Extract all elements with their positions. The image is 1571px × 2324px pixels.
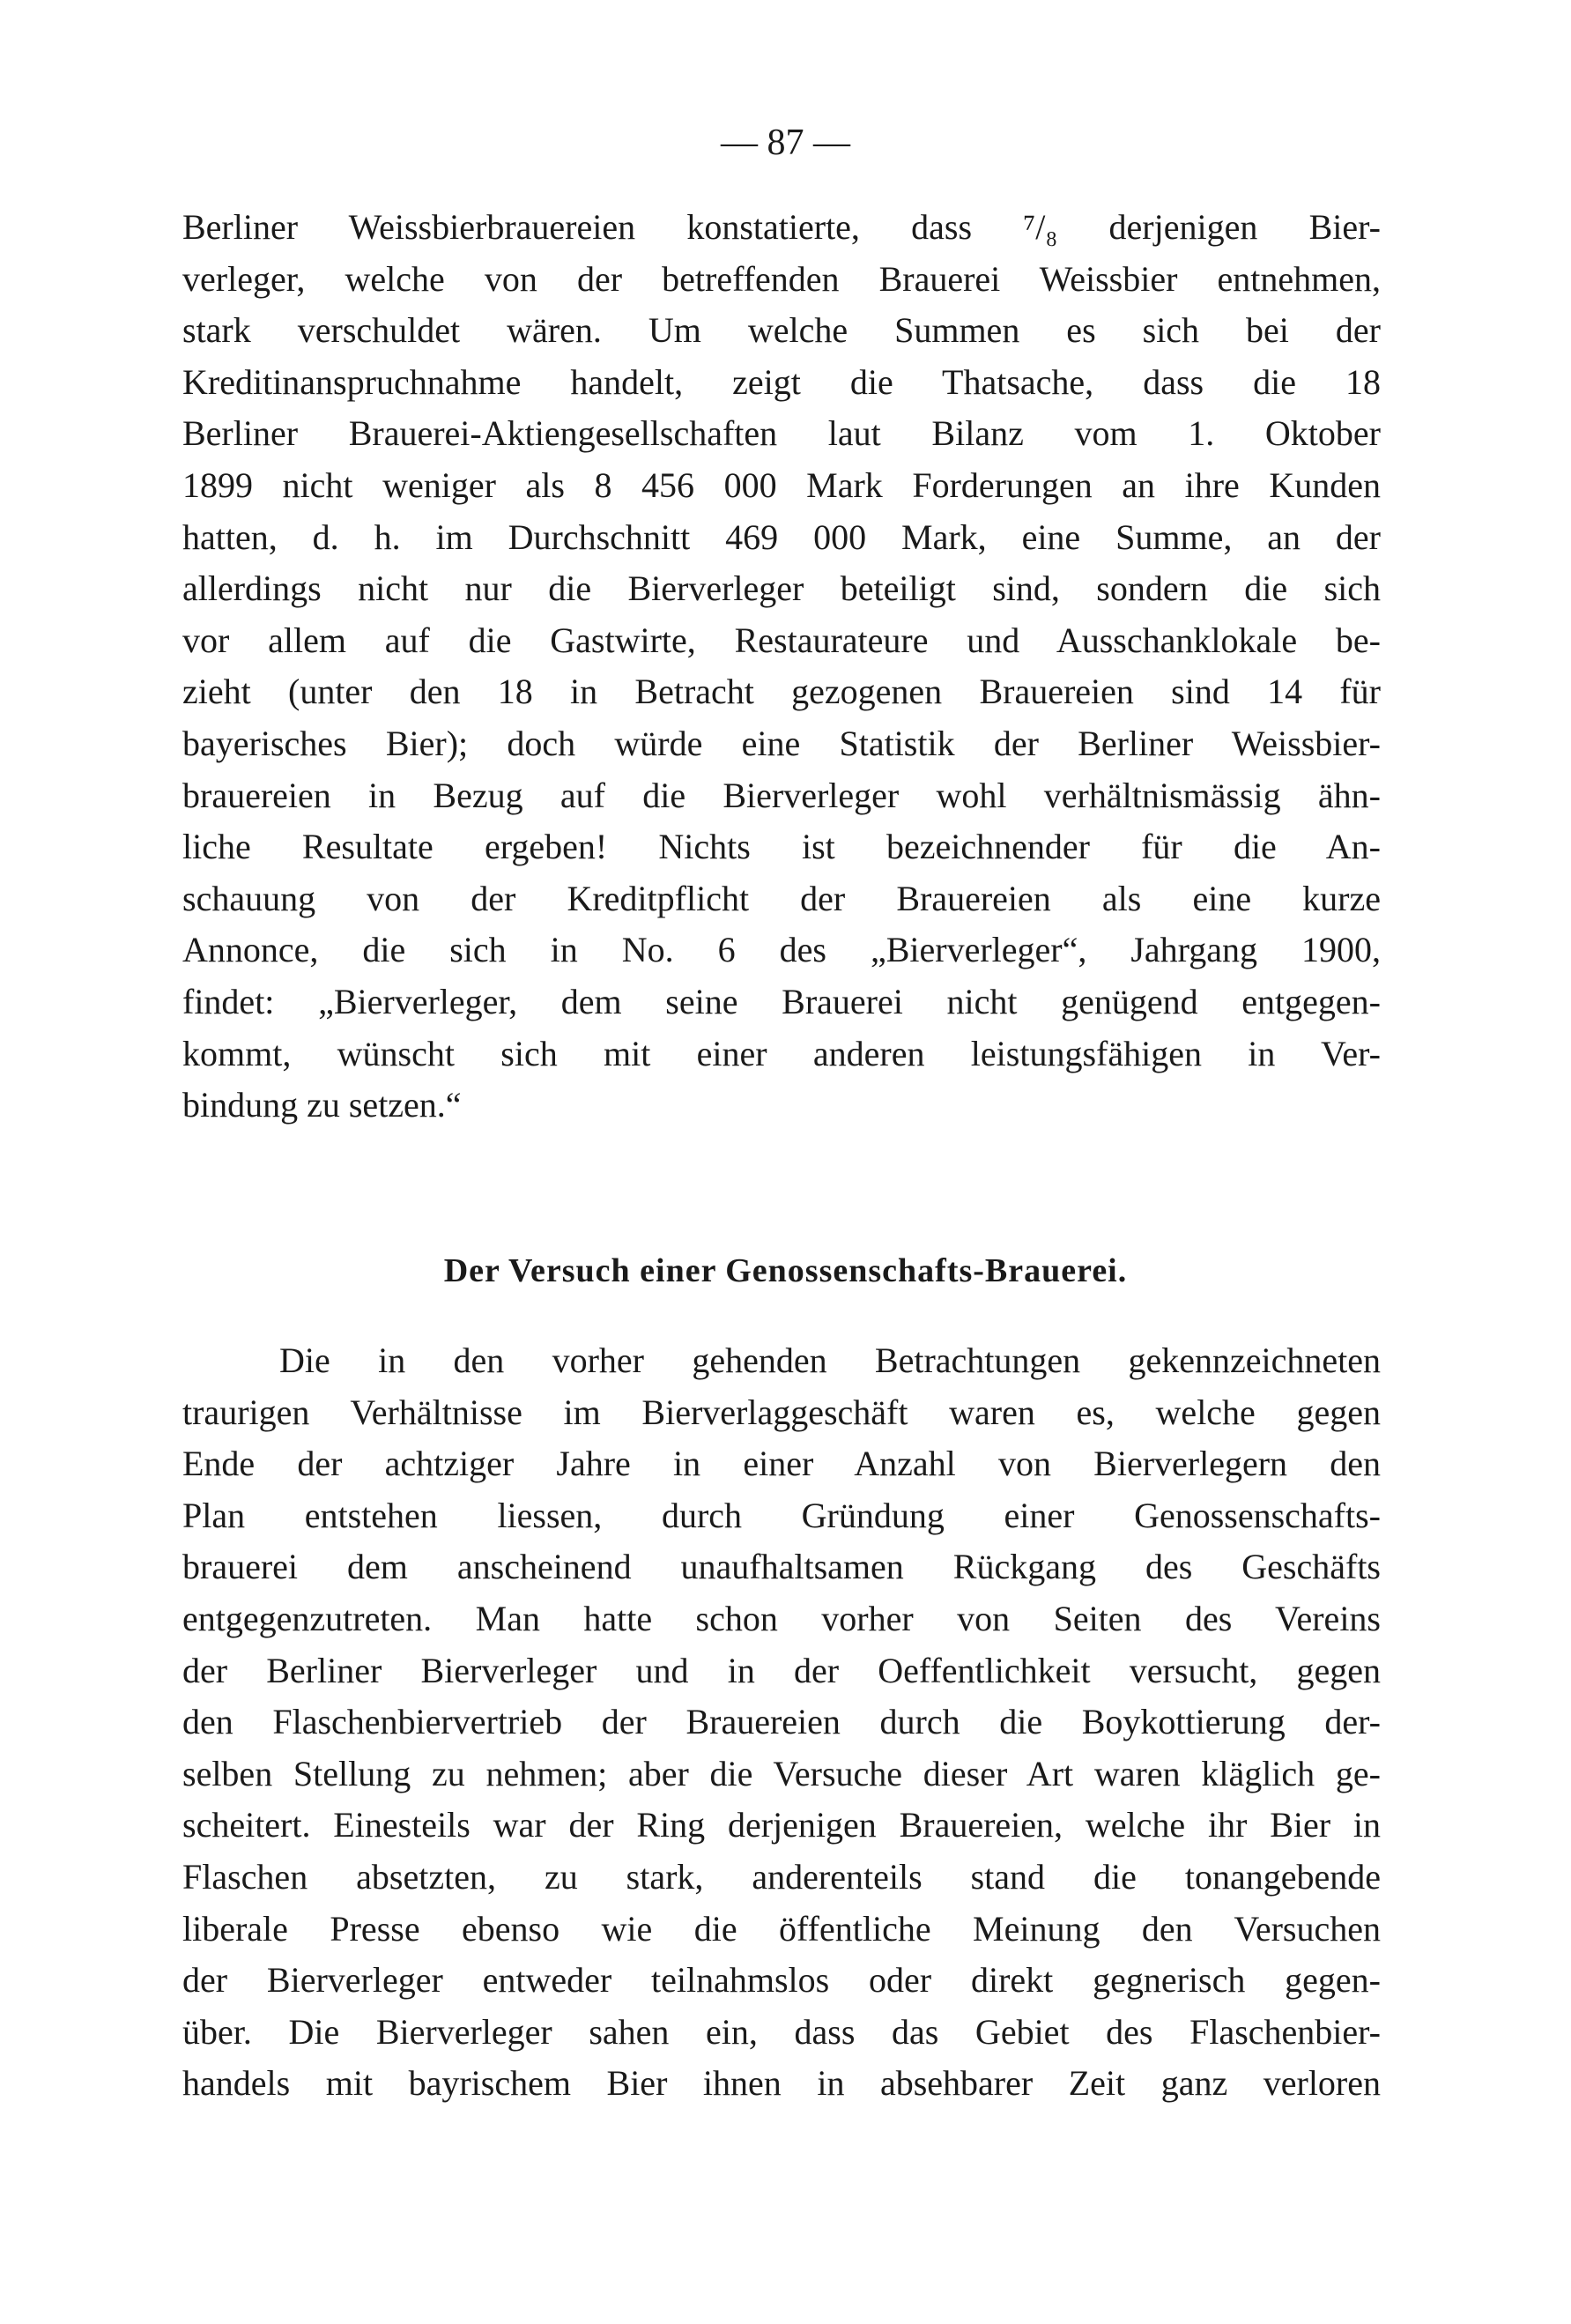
text-line: über. Die Bierverleger sahen ein, dass das Gebiet des Flaschenbier- xyxy=(182,2011,1381,2052)
text-line: vor allem auf die Gastwirte, Restaurateure und Ausschanklokale be- xyxy=(182,620,1381,660)
text-line: allerdings nicht nur die Bierverleger beteiligt sind, sondern die sich xyxy=(182,568,1381,609)
text-line: brauerei dem anscheinend unaufhaltsamen Rückgang des Geschäfts xyxy=(182,1547,1381,1587)
text-line: brauereien in Bezug auf die Bierverleger wohl verhältnismässig ähn- xyxy=(182,775,1381,815)
text-line: verleger, welche von der betreffenden Brauerei Weissbier entnehmen, xyxy=(182,258,1381,299)
paragraph-1 xyxy=(182,202,1381,1132)
text-line: selben Stellung zu nehmen; aber die Versuche dieser Art waren kläglich ge- xyxy=(182,1753,1381,1793)
text-line: traurigen Verhältnisse im Bierverlaggeschäft waren es, welche gegen xyxy=(182,1392,1381,1432)
text-line: Flaschen absetzten, zu stark, anderenteils stand die tonangebende xyxy=(182,1856,1381,1897)
text-line: den Flaschenbiervertrieb der Brauereien durch die Boykottierung der- xyxy=(182,1702,1381,1742)
text-line: Die in den vorher gehenden Betrachtungen gekennzeichneten xyxy=(279,1340,1381,1380)
text-line: kommt, wünscht sich mit einer anderen leistungsfähigen in Ver- xyxy=(182,1033,1381,1073)
text-line: liberale Presse ebenso wie die öffentliche Meinung den Versuchen xyxy=(182,1908,1381,1949)
text-line: scheitert. Einesteils war der Ring derjenigen Brauereien, welche ihr Bier in xyxy=(182,1805,1381,1845)
text-line: Berliner Weissbierbrauereien konstatierte, dass ⁷/₈ derjenigen Bier- xyxy=(182,207,1381,247)
text-line: entgegenzutreten. Man hatte schon vorher von Seiten des Vereins xyxy=(182,1598,1381,1638)
text-line: der Bierverleger entweder teilnahmslos oder direkt gegnerisch gegen- xyxy=(182,1960,1381,2001)
text-line: liche Resultate ergeben! Nichts ist bezeichnender für die An- xyxy=(182,827,1381,867)
paragraph-2 xyxy=(182,1335,1381,2110)
text-line: findet: „Bierverleger, dem seine Brauerei nicht genügend entgegen- xyxy=(182,981,1381,1021)
text-line: zieht (unter den 18 in Betracht gezogenen Brauereien sind 14 für xyxy=(182,672,1381,712)
text-line: Kreditinanspruchnahme handelt, zeigt die Thatsache, dass die 18 xyxy=(182,361,1381,402)
section-heading: Der Versuch einer Genossenschafts-Brauerei. xyxy=(443,1252,1128,1289)
text-line: Ende der achtziger Jahre in einer Anzahl von Bierverlegern den xyxy=(182,1444,1381,1484)
text-line: schauung von der Kreditpflicht der Brauereien als eine kurze xyxy=(182,878,1381,918)
text-line: Annonce, die sich in No. 6 des „Bierverleger“, Jahrgang 1900, xyxy=(182,930,1381,970)
text-line: stark verschuldet wären. Um welche Summen es sich bei der xyxy=(182,310,1381,351)
text-line: bayerisches Bier); doch würde eine Statistik der Berliner Weissbier- xyxy=(182,723,1381,763)
text-line: Berliner Brauerei-Aktiengesellschaften laut Bilanz vom 1. Oktober xyxy=(182,413,1381,454)
page-number: — 87 — xyxy=(721,123,850,163)
text-line: 1899 nicht weniger als 8 456 000 Mark Forderungen an ihre Kunden xyxy=(182,464,1381,505)
text-line: bindung zu setzen.“ xyxy=(182,1085,462,1125)
text-line: der Berliner Bierverleger und in der Oeffentlichkeit versucht, gegen xyxy=(182,1650,1381,1690)
text-line: hatten, d. h. im Durchschnitt 469 000 Mark, eine Summe, an der xyxy=(182,516,1381,557)
text-line: Plan entstehen liessen, durch Gründung einer Genossenschafts- xyxy=(182,1495,1381,1535)
text-line: handels mit bayrischem Bier ihnen in absehbarer Zeit ganz verloren xyxy=(182,2063,1381,2104)
